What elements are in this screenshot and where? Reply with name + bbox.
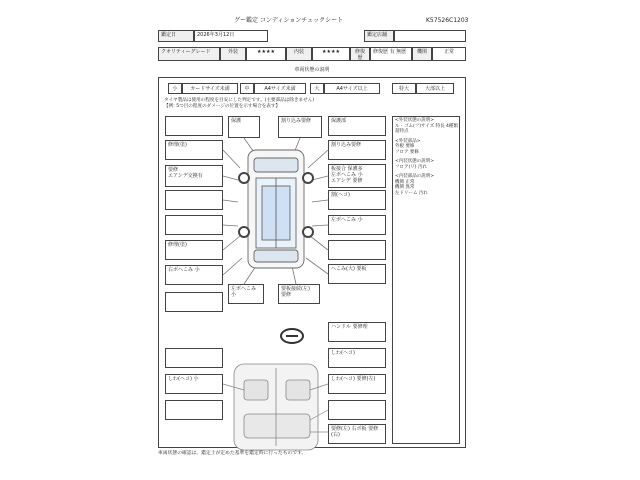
sheet-title: グー鑑定 コンディションチェックシート [234, 17, 344, 24]
legend-medium: 中 [240, 83, 254, 94]
exterior-label: 外装 [220, 47, 246, 61]
legend-large: 大 [310, 83, 324, 94]
note-line-10: 機関 正常 [395, 179, 415, 185]
damage-box-left-7: 右ボへこみ 小 [165, 265, 223, 285]
repair-label: 修復歴 [350, 47, 370, 61]
damage-box-left-3: 要修 エアシデ交換有 [165, 165, 223, 187]
legend-large-desc: A4サイズ以上 [324, 83, 380, 94]
note-line-5: 外板 要修 [395, 144, 415, 149]
footer-note: 車両状態の確認は、鑑定士が定めた基準を鑑定時に行ったものです。 [158, 451, 307, 456]
damage-box-left-9 [165, 348, 223, 368]
damage-box-right-2: 板接合 保護多 左ボへこみ 小 エアシデ 要修 [328, 164, 386, 188]
notes-text [395, 118, 459, 196]
interior-box-4 [328, 400, 386, 420]
damage-box-left-2: 修理(塗) [165, 140, 223, 160]
note-line-11: 機関 異常 [395, 185, 415, 190]
instruction-line-2: 【例: 5つ目の程度のダメージの位置を示す場合を表す】 [164, 104, 281, 109]
damage-box-bottom-right: 要板接続(左) 要修 [278, 284, 320, 304]
note-line-2: ル・ゴム(フ)サイズ 特長 4種類 [395, 123, 458, 129]
note-line-12: 左ドリーム 汚れ [395, 190, 428, 196]
exterior-rating: ★★★★ [246, 47, 286, 61]
damage-box-right-5 [328, 240, 386, 260]
damage-box-left-4 [165, 190, 223, 210]
damage-box-left-6: 修理(塗) [165, 240, 223, 260]
damage-box-right-3: 割(ヘコ) [328, 190, 386, 210]
quality-label: クオリティーグレード [158, 47, 220, 61]
date-value: 2026年3月12日 [194, 30, 268, 42]
interior-box-3: しわ(ヘコ) 要修(左) [328, 374, 386, 394]
note-line-7: <内装状態の説明> [395, 159, 435, 164]
damage-box-bottom-left: 左ボへこみ 小 [228, 284, 264, 304]
note-line-9: <内装部品の説明> [395, 174, 435, 179]
legend-small-desc: カードサイズ未満 [182, 83, 238, 94]
legend-medium-desc: A4サイズ未満 [254, 83, 306, 94]
engine-label: 機関 [412, 47, 432, 61]
legend-small: 小 [168, 83, 182, 94]
store-label: 鑑定店舗 [364, 30, 394, 42]
damage-box-left-5 [165, 215, 223, 235]
damage-box-left-8 [165, 292, 223, 312]
damage-box-top-2: 割り込み要修 [278, 116, 322, 138]
instruction-line-1: タイヤ製品は使用の程度を目安にした判定です。(主要部品は除きません) [164, 98, 315, 103]
repair-value: 修復歴 有 無歴 [370, 47, 412, 61]
damage-box-left-11 [165, 400, 223, 420]
legend-special: 特大 [392, 83, 416, 94]
legend-title: 車両状態の説明 [158, 66, 466, 78]
damage-box-right-1: 割り込み要修 [328, 140, 386, 160]
document-id: K57526C1203 [426, 17, 469, 24]
note-line-4: <外装部品> [395, 138, 421, 144]
interior-label: 内装 [286, 47, 312, 61]
store-value [394, 30, 466, 42]
damage-box-top-1: 保護 [228, 116, 260, 138]
interior-box-2: しわ(ヘコ) [328, 348, 386, 368]
interior-rating: ★★★★ [312, 47, 350, 61]
damage-box-top-3: 保護部 [328, 116, 386, 136]
legend-special-desc: 大部以上 [416, 83, 454, 94]
damage-box-right-4: 左ボへこみ 小 [328, 215, 386, 235]
damage-box-right-6: へこみ(大) 要板 [328, 264, 386, 284]
interior-box-1: ハンドル 要修理 [328, 322, 386, 342]
date-label: 鑑定日 [158, 30, 194, 42]
damage-box-left-1 [165, 116, 223, 136]
note-line-3: 超特点 [395, 129, 409, 134]
note-line-6: フロア 要修 [395, 149, 419, 155]
engine-value: 正常 [432, 47, 466, 61]
note-line-8: フロア(リ) 汚れ [395, 164, 427, 170]
note-line-1: <外装状態の説明> [395, 118, 435, 123]
damage-box-left-10: しわ(ヘコ) 小 [165, 374, 223, 394]
interior-box-5: 要修(左) 右ボ板 要修(右) [328, 424, 386, 444]
